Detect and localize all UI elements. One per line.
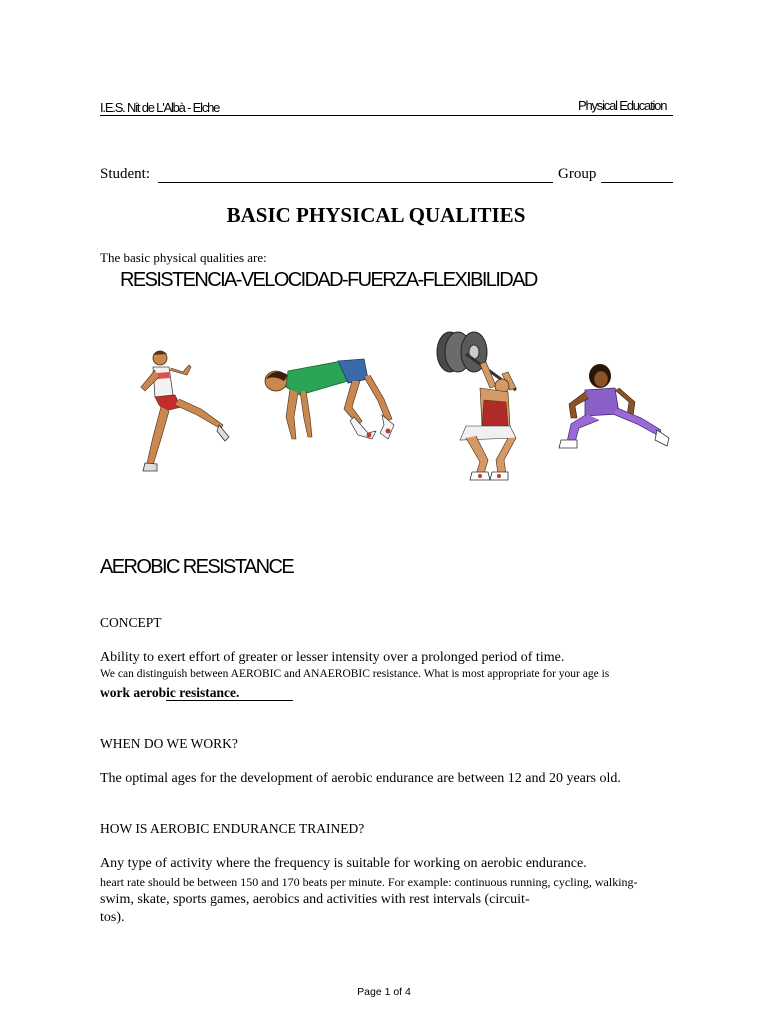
concept-heading: CONCEPT: [100, 615, 162, 630]
stretching-woman-icon: [555, 362, 675, 454]
group-field[interactable]: [601, 182, 673, 183]
concept-conclusion: work aerobic resistance.: [100, 685, 240, 700]
qualities-list: RESISTENCIA-VELOCIDAD-FUERZA-FLEXIBILIDAD: [120, 269, 537, 291]
subject-name: Physical Education: [578, 98, 667, 113]
intro-text: The basic physical qualities are:: [100, 250, 267, 265]
how-heading: HOW IS AEROBIC ENDURANCE TRAINED?: [100, 821, 365, 836]
student-label: Student:: [100, 166, 151, 182]
page-number: Page 1 of 4: [357, 986, 411, 998]
how-text-3: swim, skate, sports games, aerobics and activities with rest intervals (circuit-: [100, 892, 530, 907]
when-text: The optimal ages for the development of aerobic endurance are between 12 and 20 years old.: [100, 771, 621, 786]
page-title: BASIC PHYSICAL QUALITIES: [226, 203, 526, 227]
concept-text-2: We can distinguish between AEROBIC and ANAEROBIC resistance. What is most appropriate for your age is: [100, 668, 610, 680]
group-label: Group: [558, 166, 597, 182]
school-name: I.E.S. Nit de L'Albà - Elche: [100, 100, 220, 115]
student-name-field[interactable]: [158, 182, 553, 183]
runner-icon: [135, 345, 240, 477]
how-text-2: heart rate should be between 150 and 170 beats per minute. For example: continuous running, cycling, walking-: [100, 875, 638, 889]
answer-underline: [166, 700, 293, 701]
concept-text: Ability to exert effort of greater or lesser intensity over a prolonged period of time.: [100, 650, 565, 665]
how-text-1: Any type of activity where the frequency is suitable for working on aerobic endurance.: [100, 856, 587, 871]
how-text-4: tos).: [100, 910, 125, 925]
weightlifter-icon: [436, 330, 526, 485]
when-heading: WHEN DO WE WORK?: [100, 736, 238, 751]
section-heading: AEROBIC RESISTANCE: [100, 556, 294, 578]
sprinter-start-icon: [260, 355, 400, 450]
header-rule: [100, 115, 673, 116]
